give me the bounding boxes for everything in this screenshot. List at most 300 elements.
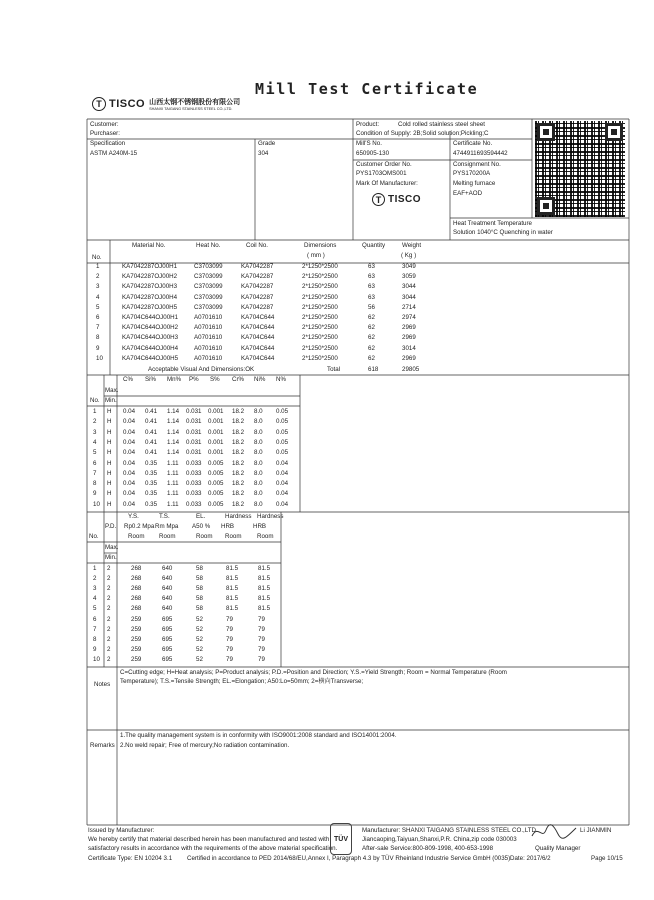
chem-cell: 0.41 [145, 449, 158, 457]
chem-cell: 7 [93, 469, 97, 477]
product-heat-no: A0701610 [194, 324, 223, 332]
chem-cell: 0.04 [276, 500, 289, 508]
product-coil-no: KA7042287 [241, 283, 274, 291]
chem-cell: 0.005 [208, 459, 224, 467]
chem-header-7: N% [276, 376, 286, 383]
chem-cell: 0.05 [276, 408, 289, 415]
mills-no-value: 650905-130 [356, 150, 390, 157]
chem-cell: 9 [93, 490, 97, 498]
mech-cell: 79 [258, 645, 265, 653]
chem-cell: 8.0 [254, 438, 263, 446]
chem-cell: 0.04 [123, 438, 136, 446]
certify-line-1: We hereby certify that material described herein has been manufactured and tested with [88, 836, 330, 843]
product-label: Product: [356, 121, 380, 128]
mech-cell: 259 [131, 635, 142, 643]
mech-temp-1: Room [159, 533, 176, 540]
mech-temp-2: Room [196, 533, 213, 540]
chem-cell: 6 [93, 459, 97, 467]
chem-cell: 18.2 [232, 418, 245, 426]
chem-cell: 0.005 [208, 480, 224, 488]
chem-cell: 2 [93, 418, 97, 426]
chem-cell: 1.11 [167, 500, 179, 508]
acceptable-visual: Acceptable Visual And Dimensions:OK [148, 366, 255, 373]
chem-cell: 1.14 [167, 418, 180, 426]
mech-subheader-1: Rm Mpa [155, 523, 179, 530]
product-coil-no: KA704C644 [241, 344, 275, 352]
chem-cell: 0.04 [123, 469, 136, 477]
mech-cell: 7 [93, 625, 97, 633]
chem-cell: H [107, 449, 112, 457]
chem-cell: 0.41 [145, 418, 158, 426]
chem-cell: 8.0 [254, 418, 263, 426]
mills-no-label: Mill'S No. [356, 140, 382, 147]
total-label: Total [327, 366, 341, 373]
product-weight: 2969 [402, 324, 416, 332]
mech-subheader-2: A50 % [192, 523, 211, 530]
chem-cell: 0.04 [123, 408, 136, 415]
mech-cell: 268 [131, 575, 142, 583]
mech-min-label: Min. [105, 554, 117, 561]
condition-supply: Condition of Supply: 2B;Solid solution;Pickling;C [356, 130, 489, 137]
chem-cell: 0.04 [123, 480, 136, 488]
chem-cell: 0.04 [276, 480, 289, 488]
mech-cell: 79 [258, 635, 265, 643]
product-heat-no: C3703099 [194, 273, 223, 281]
product-row-no: 9 [96, 344, 100, 352]
qr-code-icon [535, 121, 625, 217]
chem-cell: H [107, 469, 112, 477]
chem-cell: 8.0 [254, 408, 263, 415]
mech-cell: 81.5 [258, 565, 271, 572]
mech-cell: 58 [196, 575, 203, 583]
specification-label: Specification [90, 140, 126, 147]
chem-cell: 8.0 [254, 459, 263, 467]
specification-value: ASTM A240M-15 [90, 150, 138, 157]
product-dimensions: 2*1250*2500 [302, 303, 338, 311]
chem-cell: 0.05 [276, 449, 289, 457]
page-number: Page 10/15 [591, 855, 623, 862]
chem-cell: 0.031 [186, 408, 202, 415]
dimensions-unit: ( mm ) [307, 252, 325, 259]
chem-cell: H [107, 428, 112, 436]
chem-cell: 0.05 [276, 428, 289, 436]
product-dimensions: 2*1250*2500 [302, 293, 338, 301]
remarks-line-2: 2.No weld repair; Free of mercury;No radiation contamination. [120, 742, 290, 749]
chem-max-label: Max. [105, 387, 119, 394]
heat-header: Heat No. [196, 242, 221, 249]
chem-cell: H [107, 480, 112, 488]
mech-cell: 2 [93, 575, 97, 583]
total-weight: 29805 [402, 366, 420, 373]
product-heat-no: C3703099 [194, 303, 223, 311]
product-coil-no: KA7042287 [241, 263, 274, 270]
mech-cell: 79 [258, 655, 265, 663]
grade-value: 304 [258, 150, 269, 157]
chem-cell: 18.2 [232, 449, 245, 457]
product-dimensions: 2*1250*2500 [302, 354, 338, 362]
chem-cell: H [107, 500, 112, 508]
total-quantity: 618 [368, 366, 379, 373]
tisco-logo-icon: T [92, 97, 106, 111]
chem-cell: 18.2 [232, 490, 245, 498]
mech-cell: 2 [107, 585, 111, 593]
product-row-no: 3 [96, 283, 100, 291]
mech-cell: 3 [93, 585, 97, 593]
consignment-label: Consignment No. [453, 161, 501, 168]
chem-cell: 0.04 [123, 490, 136, 498]
mech-cell: 2 [107, 645, 111, 653]
customer-order-label: Customer Order No. [356, 161, 412, 168]
mech-max-label: Max. [105, 544, 119, 551]
mech-subheader-4: HRB [253, 523, 267, 530]
chem-cell: 0.41 [145, 428, 158, 436]
chem-cell: 1.14 [167, 428, 180, 436]
chem-cell: 0.35 [145, 480, 158, 488]
mech-cell: 79 [226, 615, 233, 623]
chem-cell: 0.033 [186, 480, 202, 488]
product-weight: 3014 [402, 344, 416, 352]
product-coil-no: KA704C644 [241, 354, 275, 362]
manufacturer-address: Jiancaoping,Taiyuan,Shanxi,P.R. China,zip code 030003 [362, 836, 517, 843]
product-quantity: 62 [368, 324, 375, 332]
mech-cell: 81.5 [226, 595, 239, 603]
mech-cell: 58 [196, 565, 203, 572]
mech-header-0: Y.S. [128, 513, 139, 520]
product-material-no: KA704C644OJ00H3 [122, 334, 179, 342]
mech-cell: 10 [93, 655, 100, 663]
mech-cell: 2 [107, 655, 111, 663]
product-row-no: 2 [96, 273, 100, 281]
product-row-no: 10 [96, 354, 103, 362]
chem-cell: 1.14 [167, 438, 180, 446]
chem-cell: 0.033 [186, 500, 202, 508]
mech-cell: 695 [162, 635, 173, 643]
chem-header-5: Cr% [232, 376, 245, 383]
product-quantity: 62 [368, 344, 375, 352]
chem-min-label: Min. [105, 397, 117, 404]
product-heat-no: C3703099 [194, 263, 223, 270]
mech-cell: 81.5 [226, 575, 239, 583]
certificate-type: Certificate Type: EN 10204 3.1 [88, 855, 173, 862]
product-material-no: KA7042287OJ00H3 [122, 283, 178, 291]
product-row-no: 8 [96, 334, 100, 342]
mech-temp-3: Room [225, 533, 242, 540]
product-weight: 2714 [402, 303, 416, 311]
mech-cell: 79 [258, 615, 265, 623]
chem-cell: 8.0 [254, 480, 263, 488]
chem-cell: 0.031 [186, 418, 202, 426]
product-material-no: KA704C644OJ00H5 [122, 354, 179, 362]
chem-cell: 18.2 [232, 500, 245, 508]
product-row-no: 6 [96, 314, 100, 321]
chem-cell: 0.04 [276, 469, 289, 477]
tisco-mark-icon: T [372, 193, 385, 206]
purchaser-label: Purchaser: [90, 130, 120, 137]
notes-line-1: C=Cutting edge; H=Heat analysis; P=Product analysis; P.D.=Position and Direction; Y.S.=Yield Strength; Room = Normal Temperature (Room [120, 669, 507, 676]
chem-cell: 0.031 [186, 428, 202, 436]
mech-cell: 79 [226, 625, 233, 633]
chem-cell: 18.2 [232, 459, 245, 467]
mech-cell: 2 [107, 575, 111, 583]
manufacturer-name: Manufacturer: SHANXI TAIGANG STAINLESS STEEL CO.,LTD. [362, 827, 538, 834]
mech-cell: 2 [107, 635, 111, 643]
product-row-no: 5 [96, 303, 100, 311]
mech-cell: 9 [93, 645, 97, 653]
mech-cell: 52 [196, 655, 203, 663]
product-quantity: 63 [368, 273, 375, 281]
cert-no-label: Certificate No. [453, 140, 493, 147]
company-name-en: SHANXI TAIGANG STAINLESS STEEL CO.,LTD. [149, 107, 233, 111]
notes-label: Notes [94, 681, 111, 688]
chem-cell: 1.11 [167, 469, 179, 477]
mark-logo-text: TISCO [388, 194, 422, 205]
chem-header-1: Si% [145, 376, 157, 383]
mech-header-4: Hardness [257, 513, 284, 520]
chem-cell: 18.2 [232, 408, 245, 415]
chem-cell: 0.04 [123, 459, 136, 467]
company-name-cn: 山西太钢不锈钢股份有限公司 [149, 99, 241, 106]
chem-cell: 1.11 [167, 480, 179, 488]
coil-header: Coil No. [246, 242, 269, 249]
product-heat-no: A0701610 [194, 334, 223, 342]
product-coil-no: KA704C644 [241, 314, 275, 321]
chem-cell: 0.033 [186, 459, 202, 467]
mech-cell: 268 [131, 595, 142, 603]
chem-cell: 0.04 [123, 500, 136, 508]
chem-cell: 0.033 [186, 469, 202, 477]
chem-cell: 0.031 [186, 438, 202, 446]
product-dimensions: 2*1250*2500 [302, 283, 338, 291]
notes-line-2: Temperature); T.S.=Tensile Strength; EL.=Elongation; A50:Lo=50mm; 2=横向Transverse; [120, 678, 364, 685]
material-header: Material No. [132, 242, 166, 249]
mech-cell: 640 [162, 595, 173, 603]
chem-cell: 0.001 [208, 449, 224, 457]
mech-cell: 259 [131, 655, 142, 663]
product-coil-no: KA704C644 [241, 334, 275, 342]
product-material-no: KA704C644OJ00H2 [122, 324, 179, 332]
chem-cell: 0.001 [208, 428, 224, 436]
chem-cell: 0.04 [276, 490, 289, 498]
chem-cell: 3 [93, 428, 97, 436]
mark-label: Mark Of Manufacturer: [356, 180, 418, 187]
chem-header-3: P% [189, 376, 199, 383]
logo-text: TISCO [109, 98, 146, 110]
chem-no-label: No. [90, 397, 100, 404]
mech-cell: 52 [196, 625, 203, 633]
mech-cell: 695 [162, 615, 173, 623]
mech-cell: 2 [107, 615, 111, 623]
product-weight: 2969 [402, 354, 416, 362]
mech-cell: 695 [162, 645, 173, 653]
product-coil-no: KA704C644 [241, 324, 275, 332]
chem-cell: 0.04 [276, 459, 289, 467]
mech-header-3: Hardness [225, 513, 252, 520]
product-value: Cold rolled stainless steel sheet [398, 121, 486, 128]
chem-cell: 18.2 [232, 438, 245, 446]
ped-statement: Certified in accordance to PED 2014/68/EU,Annex I, Paragraph 4.3 by TÜV Rheinland Industrie Service GmbH (0035) [187, 855, 511, 862]
chem-cell: 4 [93, 438, 97, 446]
mark-logo [372, 193, 421, 206]
chem-cell: 8.0 [254, 469, 263, 477]
dimensions-header: Dimensions [304, 242, 337, 249]
mech-cell: 1 [93, 565, 97, 572]
chem-cell: H [107, 438, 112, 446]
product-dimensions: 2*1250*2500 [302, 314, 338, 321]
after-sale-service: After-sale Service:800-809-1998, 400-653-1998 [362, 845, 494, 852]
mech-cell: 640 [162, 605, 173, 613]
heat-treat-value: Solution 1040°C Quenching in water [453, 229, 553, 236]
issued-by: Issued by Manufacturer: [88, 827, 155, 834]
certificate-date: Date: 2017/6/2 [510, 855, 551, 862]
mech-cell: 79 [226, 645, 233, 653]
chem-header-6: Ni% [254, 376, 266, 383]
product-material-no: KA704C644OJ00H4 [122, 344, 179, 352]
mech-cell: 640 [162, 585, 173, 593]
chem-cell: 1.11 [167, 459, 179, 467]
chem-cell: 1.14 [167, 408, 180, 415]
product-weight: 3049 [402, 263, 416, 270]
mech-cell: 79 [226, 635, 233, 643]
product-heat-no: C3703099 [194, 293, 223, 301]
chem-cell: 0.41 [145, 438, 158, 446]
customer-label: Customer: [90, 121, 119, 128]
mech-cell: 259 [131, 625, 142, 633]
chem-header-2: Mn% [167, 376, 182, 383]
chem-header-4: S% [210, 376, 220, 383]
mech-temp-0: Room [128, 533, 145, 540]
mech-cell: 81.5 [226, 585, 239, 593]
mech-cell: 4 [93, 595, 97, 603]
heat-treat-label: Heat Treatment Temperature [453, 220, 532, 227]
mech-cell: 2 [107, 625, 111, 633]
product-weight: 2974 [402, 314, 416, 321]
mech-cell: 81.5 [226, 605, 239, 613]
product-quantity: 62 [368, 354, 375, 362]
mech-cell: 5 [93, 605, 97, 613]
signature-icon [530, 822, 580, 842]
product-quantity: 62 [368, 334, 375, 342]
chem-cell: 0.001 [208, 408, 224, 415]
product-heat-no: C3703099 [194, 283, 223, 291]
mech-cell: 79 [258, 625, 265, 633]
chem-cell: 0.001 [208, 438, 224, 446]
product-material-no: KA704C644OJ00H1 [122, 314, 179, 321]
chem-cell: 1 [93, 408, 97, 415]
product-dimensions: 2*1250*2500 [302, 324, 338, 332]
chem-cell: 10 [93, 500, 100, 508]
product-quantity: 62 [368, 314, 375, 321]
chem-cell: H [107, 418, 112, 426]
chem-cell: 1.11 [167, 490, 179, 498]
products-no-header: No. [92, 254, 102, 261]
mech-header-2: EL. [196, 513, 206, 520]
chem-cell: 0.05 [276, 438, 289, 446]
certify-line-2: satisfactory results in accordance with the requirements of the above material specification. [88, 845, 338, 852]
mech-cell: 2 [107, 595, 111, 603]
product-material-no: KA7042287OJ00H5 [122, 303, 178, 311]
mech-header-1: T.S. [159, 513, 170, 520]
product-weight: 2969 [402, 334, 416, 342]
mech-cell: 81.5 [258, 575, 271, 583]
chem-cell: H [107, 459, 112, 467]
product-weight: 3044 [402, 293, 416, 301]
mech-cell: 695 [162, 625, 173, 633]
chem-cell: 0.005 [208, 490, 224, 498]
chem-cell: 0.04 [123, 428, 136, 436]
product-material-no: KA7042287OJ00H2 [122, 273, 178, 281]
weight-unit: ( Kg ) [401, 252, 417, 259]
mech-cell: 58 [196, 595, 203, 603]
mech-cell: 52 [196, 615, 203, 623]
mech-pd-label: P.D. [105, 523, 117, 530]
product-coil-no: KA7042287 [241, 293, 274, 301]
chem-cell: 0.001 [208, 418, 224, 426]
chem-cell: 0.031 [186, 449, 202, 457]
mech-cell: 79 [226, 655, 233, 663]
product-row-no: 1 [96, 263, 100, 270]
chem-cell: 0.35 [145, 459, 158, 467]
chem-cell: 0.04 [123, 418, 136, 426]
product-row-no: 7 [96, 324, 100, 332]
product-dimensions: 2*1250*2500 [302, 273, 338, 281]
mech-temp-4: Room [257, 533, 274, 540]
product-dimensions: 2*1250*2500 [302, 263, 338, 270]
grade-label: Grade [258, 140, 276, 147]
mech-cell: 6 [93, 615, 97, 623]
product-row-no: 4 [96, 293, 100, 301]
chem-cell: 0.35 [145, 469, 158, 477]
chem-cell: 0.35 [145, 500, 158, 508]
product-quantity: 63 [368, 293, 375, 301]
qm-title: Quality Manager [535, 845, 581, 852]
product-dimensions: 2*1250*2500 [302, 344, 338, 352]
mech-cell: 52 [196, 645, 203, 653]
weight-header: Weight [402, 242, 422, 249]
mech-cell: 640 [162, 575, 173, 583]
melting-label: Melting furnace [453, 180, 496, 187]
mech-cell: 58 [196, 585, 203, 593]
mech-cell: 2 [107, 565, 111, 572]
mech-cell: 268 [131, 605, 142, 613]
chem-cell: 0.005 [208, 469, 224, 477]
chem-header-0: C% [123, 376, 133, 383]
chem-cell: 8 [93, 480, 97, 488]
product-material-no: KA7042287OJ00H1 [122, 263, 178, 270]
chem-cell: 18.2 [232, 469, 245, 477]
mech-cell: 2 [107, 605, 111, 613]
chem-cell: 8.0 [254, 428, 263, 436]
customer-order-value: PYS1703OMS001 [356, 170, 407, 177]
product-heat-no: A0701610 [194, 344, 223, 352]
mech-cell: 8 [93, 635, 97, 643]
mech-no-label: No. [89, 533, 99, 540]
mech-cell: 81.5 [258, 595, 271, 603]
chem-cell: 8.0 [254, 500, 263, 508]
chem-cell: 0.35 [145, 490, 158, 498]
chem-cell: 0.04 [123, 449, 136, 457]
mech-subheader-0: Rp0.2 Mpa [124, 523, 155, 530]
cert-no-value: 4744911693594442 [453, 150, 508, 157]
document-title: Mill Test Certificate [255, 80, 479, 98]
mech-cell: 81.5 [258, 585, 271, 593]
melting-value: EAF+AOD [453, 190, 483, 197]
product-heat-no: A0701610 [194, 354, 223, 362]
chem-cell: 0.005 [208, 500, 224, 508]
chem-cell: 0.033 [186, 490, 202, 498]
product-heat-no: A0701610 [194, 314, 223, 321]
mech-cell: 268 [131, 585, 142, 593]
mech-cell: 268 [131, 565, 142, 572]
